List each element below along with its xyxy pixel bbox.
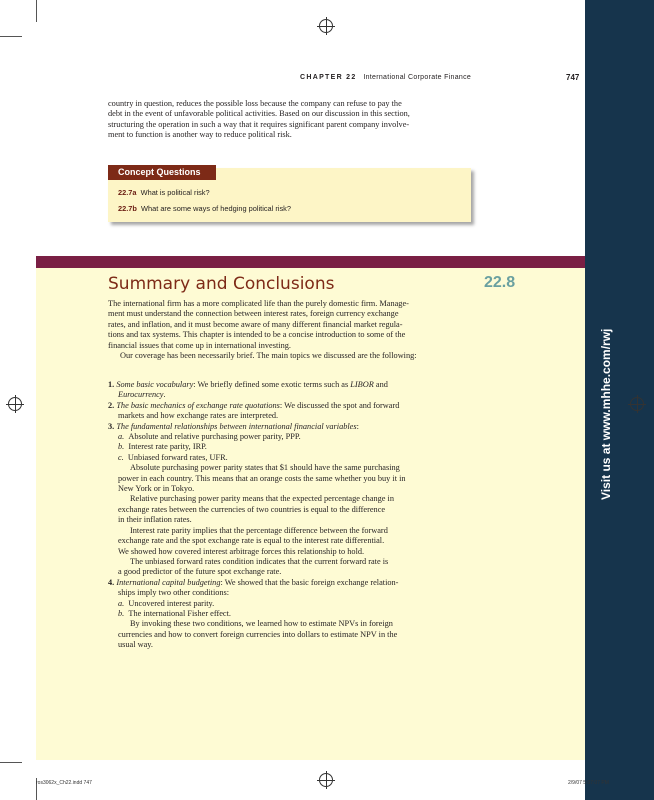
sub-text: Absolute and relative purchasing power parity, PPP. xyxy=(128,432,301,442)
chapter-label: CHAPTER 22 xyxy=(300,74,357,81)
text-line: New York or in Tokyo. xyxy=(118,484,195,494)
question-number: 22.7a xyxy=(118,188,137,197)
text-line: ment must understand the connection between interest rates, foreign currency exchange xyxy=(108,309,399,319)
text-line: currencies and how to convert foreign currencies into dollars to estimate NPV in the xyxy=(118,629,398,639)
section-title: Summary and Conclusions xyxy=(108,274,335,294)
text-line: country in question, reduces the possible loss because the company can refuse to pay the xyxy=(108,99,402,108)
list-text: : xyxy=(356,421,359,431)
concept-question-item xyxy=(118,188,210,197)
topic-list xyxy=(108,380,478,651)
text-line: Relative purchasing power parity means that the expected percentage change in xyxy=(130,494,395,504)
crop-mark xyxy=(36,0,37,22)
sub-letter: c. xyxy=(118,452,124,462)
list-number: 1. xyxy=(108,380,115,389)
text-line: We showed how covered interest arbitrage forces this relationship to hold. xyxy=(118,546,365,556)
crop-mark xyxy=(0,762,22,763)
crop-mark xyxy=(0,36,22,37)
section-band xyxy=(36,256,585,268)
closing-paragraph xyxy=(108,619,478,650)
text-line: The international firm has a more complicated life than the purely domestic firm. Manage- xyxy=(108,299,409,308)
text-line: structuring the operation in such a way that it requires significant parent company involve- xyxy=(108,119,410,129)
text-line: exchange rate and the spot exchange rate is equal to the interest rate differential. xyxy=(118,536,385,546)
text-line: debt in the event of unfavorable political activities. Based on our discussion in this section, xyxy=(108,109,410,119)
explanation-paragraph xyxy=(108,557,478,578)
list-item xyxy=(108,380,478,401)
explanation-paragraph xyxy=(108,526,478,557)
registration-mark xyxy=(8,397,22,411)
explanation-paragraph xyxy=(108,494,478,525)
list-heading: International capital budgeting xyxy=(116,577,221,587)
list-text: markets and how exchange rates are interpreted. xyxy=(118,411,279,421)
list-text: ships imply two other conditions: xyxy=(118,588,230,598)
text-line: Our coverage has been necessarily brief. The main topics we discussed are the following: xyxy=(120,351,417,361)
list-text: : We showed that the basic foreign exchange relation- xyxy=(220,577,399,587)
chapter-title: International Corporate Finance xyxy=(363,74,472,81)
text-line: Interest rate parity implies that the percentage difference between the forward xyxy=(130,525,388,535)
running-header xyxy=(300,74,475,81)
text-line: in their inflation rates. xyxy=(118,515,192,525)
sub-item xyxy=(108,432,478,442)
text-line: By invoking these two conditions, we learned how to estimate NPVs in foreign xyxy=(130,619,393,629)
sub-letter: b. xyxy=(118,442,125,452)
list-item xyxy=(108,401,478,422)
question-text: What is political risk? xyxy=(140,188,210,197)
list-number: 2. xyxy=(108,400,115,410)
list-item xyxy=(108,578,478,651)
text-line: a good predictor of the future spot exchange rate. xyxy=(118,567,282,577)
list-number: 4. xyxy=(108,577,115,587)
text-line: financial issues that come up in international investing. xyxy=(108,340,291,350)
sub-text: Uncovered interest parity. xyxy=(128,598,215,608)
sub-item xyxy=(108,599,478,609)
sub-text: Interest rate parity, IRP. xyxy=(128,442,207,452)
concept-question-item xyxy=(118,204,291,213)
sub-item xyxy=(108,453,478,463)
sub-text: The international Fisher effect. xyxy=(128,608,231,618)
text-line: tions and tax systems. This chapter is intended to be a concise introduction to some of the xyxy=(108,330,406,340)
text-line: The unbiased forward rates condition indicates that the current forward rate is xyxy=(130,556,389,566)
registration-mark xyxy=(319,773,333,787)
concept-questions-title: Concept Questions xyxy=(108,165,216,180)
page-number: 747 xyxy=(566,73,580,82)
term: Eurocurrency xyxy=(118,390,164,400)
list-text: : We briefly defined some exotic terms such as xyxy=(193,380,351,389)
sub-item xyxy=(108,609,478,619)
sidebar-strip xyxy=(585,0,654,800)
term: LIBOR xyxy=(350,380,374,389)
text-line: Absolute purchasing power parity states that $1 should have the same purchasing xyxy=(130,463,400,473)
list-text: . xyxy=(163,390,166,400)
list-text: : We discussed the spot and forward xyxy=(279,400,400,410)
list-heading: The fundamental relationships between international financial variables xyxy=(116,421,357,431)
summary-paragraph xyxy=(108,299,471,361)
list-text: and xyxy=(373,380,388,389)
date-slug: 2/9/07 5:07:07 PM xyxy=(568,780,609,786)
intro-paragraph xyxy=(108,99,471,141)
text-line: ment to function is another way to reduce political risk. xyxy=(108,130,292,140)
sub-item xyxy=(108,442,478,452)
registration-mark xyxy=(630,397,644,411)
sub-letter: b. xyxy=(118,608,125,618)
text-line: power in each country. This means that an orange costs the same whether you buy it in xyxy=(118,473,406,483)
list-item xyxy=(108,422,478,578)
list-number: 3. xyxy=(108,421,115,431)
question-text: What are some ways of hedging political risk? xyxy=(141,204,291,213)
text-line: usual way. xyxy=(118,640,153,650)
sub-letter: a. xyxy=(118,598,125,608)
sub-letter: a. xyxy=(118,432,125,442)
question-number: 22.7b xyxy=(118,204,137,213)
list-heading: The basic mechanics of exchange rate quotations xyxy=(116,400,280,410)
registration-mark xyxy=(319,19,333,33)
file-slug: ros3062x_Ch22.indd 747 xyxy=(36,780,92,786)
text-line: rates, and inflation, and it must become aware of many different financial market regula- xyxy=(108,319,403,329)
sub-text: Unbiased forward rates, UFR. xyxy=(127,452,228,462)
text-line: exchange rates between the currencies of two countries is equal to the difference xyxy=(118,504,386,514)
sidebar-url-text: Visit us at www.mhhe.com/rwj xyxy=(599,328,613,500)
list-heading: Some basic vocabulary xyxy=(116,380,194,389)
explanation-paragraph xyxy=(108,463,478,494)
section-number: 22.8 xyxy=(484,274,516,291)
